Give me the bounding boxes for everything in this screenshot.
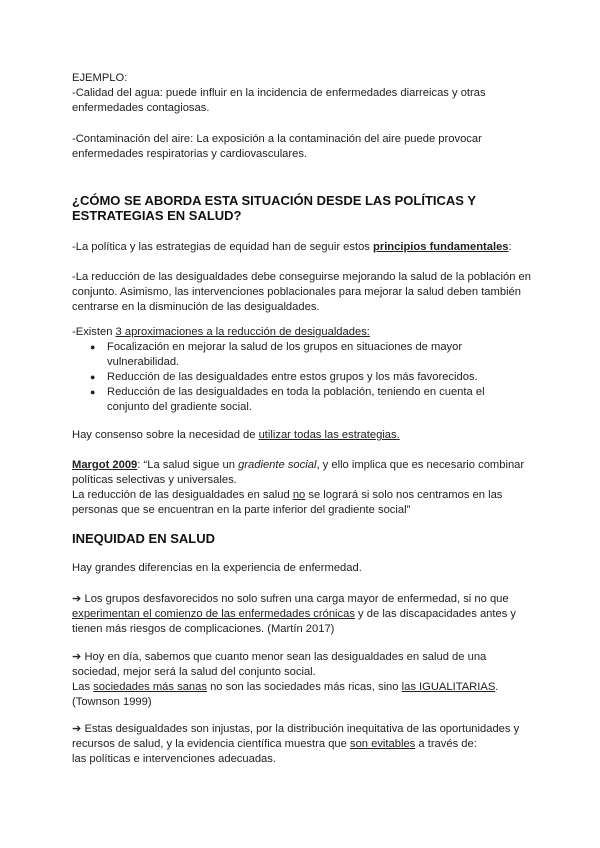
bullet-1-marker: ● <box>90 342 96 352</box>
p2-line-3 <box>72 680 498 695</box>
ejemplo-aire-line-2: enfermedades respiratorias y cardiovasculares. <box>72 148 308 160</box>
p1-line-2 <box>72 607 516 622</box>
p3-text-2b: a través de: <box>415 738 477 750</box>
bullet-3-line-1: Reducción de las desigualdades en toda la población, teniendo en cuenta el <box>107 386 485 398</box>
p3-text-2a: recursos de salud, y la evidencia científica muestra que <box>72 738 350 750</box>
principios-colon: : <box>508 241 512 253</box>
principios-bold: principios fundamentales <box>373 241 509 253</box>
p2-line-2: sociedad, mejor será la salud del conjunto social. <box>72 666 316 678</box>
bullet-2-marker: ● <box>90 372 96 382</box>
consenso-underlined: utilizar todas las estrategias. <box>258 429 400 441</box>
section2-heading: INEQUIDAD EN SALUD <box>72 531 216 546</box>
p1-text-2b: y de las discapacidades antes y <box>354 608 517 620</box>
margot-text-1a: : “La salud sigue un <box>137 459 239 471</box>
margot-underlined-no: no <box>292 489 306 501</box>
p2-underlined-1: sociedades más sanas <box>93 681 207 693</box>
p2-text-3a: Las <box>72 681 94 693</box>
margot-italic: gradiente social <box>238 459 317 471</box>
principios-text: -La política y las estrategias de equidad han de seguir estos <box>72 241 374 253</box>
p3-line-3: las políticas e intervenciones adecuadas. <box>72 753 276 765</box>
reduccion-line-1: -La reducción de las desigualdades debe conseguirse mejorando la salud de la población en <box>72 271 532 283</box>
section1-heading-line-2: ESTRATEGIAS EN SALUD? <box>72 208 242 223</box>
p1-line-1: ➔ Los grupos desfavorecidos no solo sufren una carga mayor de enfermedad, si no que <box>72 593 509 605</box>
margot-text-1b: , y ello implica que es necesario combinar <box>316 459 525 471</box>
ejemplo-aire-line-1: -Contaminación del aire: La exposición a la contaminación del aire puede provocar <box>72 133 482 145</box>
p2-underlined-2: las IGUALITARIAS <box>401 681 496 693</box>
margot-text-3b: se logrará si solo nos centramos en las <box>305 489 503 501</box>
margot-line-1 <box>72 458 524 473</box>
existen-paragraph <box>72 325 370 340</box>
margot-text-3a: La reducción de las desigualdades en salud <box>72 489 293 501</box>
consenso-paragraph <box>72 428 400 443</box>
inequidad-intro: Hay grandes diferencias en la experiencia de enfermedad. <box>72 562 362 574</box>
bullet-2-line-1: Reducción de las desigualdades entre estos grupos y los más favorecidos. <box>107 371 478 383</box>
ejemplo-title: EJEMPLO: <box>72 72 128 84</box>
existen-text: -Existen <box>72 326 116 338</box>
consenso-text: Hay consenso sobre la necesidad de <box>72 429 259 441</box>
bullet-3-marker: ● <box>90 387 96 397</box>
p2-line-4: (Townson 1999) <box>72 696 152 708</box>
bullet-1-line-1: Focalización en mejorar la salud de los grupos en situaciones de mayor <box>107 341 463 353</box>
margot-line-2: políticas selectivas y universales. <box>72 474 237 486</box>
reduccion-line-2: conjunto. Asimismo, las intervenciones poblacionales para mejorar la salud deben también <box>72 286 521 298</box>
p3-line-1: ➔ Estas desigualdades son injustas, por la distribución inequitativa de las oportunidades y <box>72 723 520 735</box>
p2-text-3c: . <box>495 681 499 693</box>
p2-line-1: ➔ Hoy en día, sabemos que cuanto menor sean las desigualdades en salud de una <box>72 651 487 663</box>
margot-line-4: personas que se encuentran en la parte inferior del gradiente social” <box>72 504 411 516</box>
p2-text-3b: no son las sociedades más ricas, sino <box>206 681 402 693</box>
bullet-1-line-2: vulnerabilidad. <box>107 356 180 368</box>
ejemplo-agua-line-1: -Calidad del agua: puede influir en la incidencia de enfermedades diarreicas y otras <box>72 87 486 99</box>
principios-paragraph <box>72 240 512 255</box>
ejemplo-agua-line-2: enfermedades contagiosas. <box>72 102 210 114</box>
section1-heading-line-1: ¿CÓMO SE ABORDA ESTA SITUACIÓN DESDE LAS POLÍTICAS Y <box>72 193 476 208</box>
margot-citation: Margot 2009 <box>72 459 138 471</box>
reduccion-line-3: centrarse en la disminución de las desigualdades. <box>72 301 320 313</box>
bullet-3-line-2: conjunto del gradiente social. <box>107 401 252 413</box>
p1-line-3: tienen más riesgos de complicaciones. (Martín 2017) <box>72 623 335 635</box>
margot-line-3 <box>72 488 502 503</box>
p3-underlined: son evitables <box>349 738 416 750</box>
p1-underlined: experimentan el comienzo de las enfermedades crónicas <box>72 608 355 620</box>
existen-underlined: 3 aproximaciones a la reducción de desigualdades: <box>115 326 370 338</box>
p3-line-2 <box>72 737 477 752</box>
